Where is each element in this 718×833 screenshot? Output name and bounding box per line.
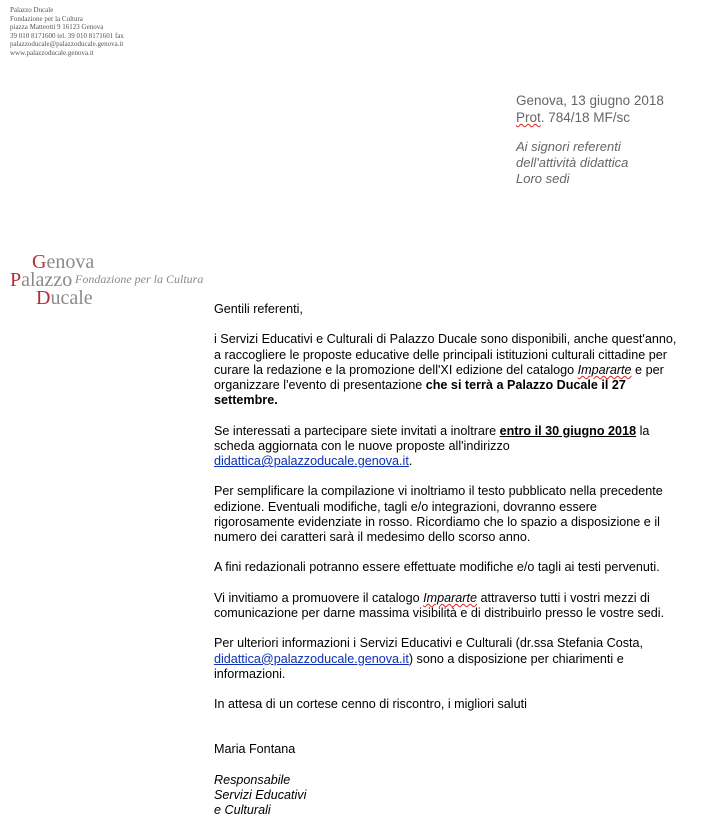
text-line: comunicazione per darne massima visibilità e di distribuirlo presso le vostre sedi.: [214, 605, 665, 620]
logo-word-ducale: Ducale: [36, 287, 93, 309]
text-line: Se interessati a partecipare siete invitati a inoltrare entro il 30 giugno 2018 la: [214, 423, 650, 438]
paragraph-promotion: [214, 591, 708, 621]
palazzo-ducale-logo: [10, 252, 215, 308]
text-line: A fini redazionali potranno essere effettuate modifiche e/o tagli ai testi pervenuti.: [214, 560, 660, 575]
salutation: Gentili referenti,: [214, 302, 303, 316]
text-line: scheda aggiornata con le nuove proposte all'indirizzo: [214, 438, 510, 453]
addressee-line: Loro sedi: [516, 171, 570, 186]
paragraph-deadline: [214, 424, 708, 470]
catalog-name: Impararte: [577, 362, 632, 377]
text-line: didattica@palazzoducale.genova.it.: [214, 454, 413, 468]
paragraph-editorial: [214, 560, 708, 575]
letter-body: [214, 302, 708, 818]
text-line: informazioni.: [214, 666, 286, 681]
addressee-line: Ai signori referenti: [516, 139, 621, 154]
email-link[interactable]: didattica@palazzoducale.genova.it: [214, 454, 409, 468]
addressee-line: dell'attività didattica: [516, 155, 629, 170]
catalog-name: Impararte: [423, 590, 477, 605]
letterhead-email: palazzoducale@palazzoducale.genova.it: [10, 40, 124, 49]
protocol-value: . 784/18 MF/sc: [540, 110, 631, 125]
signature-block: [214, 742, 708, 818]
deadline: entro il 30 giugno 2018: [499, 423, 637, 438]
text-line: i Servizi Educativi e Culturali di Palazzo Ducale sono disponibili, anche quest'anno,: [214, 332, 677, 347]
text-line: curare la redazione e la promozione dell'XI edizione del catalogo Impararte e per: [214, 362, 664, 377]
paragraph-contacts: [214, 636, 708, 682]
text-line: didattica@palazzoducale.genova.it) sono a disposizione per chiarimenti e: [214, 651, 624, 666]
text-line: Vi invitiamo a promuovere il catalogo Impararte attraverso tutti i vostri mezzi di: [214, 590, 650, 605]
addressee-block: [516, 139, 628, 187]
text-line: Per semplificare la compilazione vi inoltriamo il testo pubblicato nella precedente: [214, 484, 663, 499]
signature-title-line: Responsabile: [214, 772, 291, 787]
signature-title: [214, 773, 708, 819]
text-line: numero dei caratteri sarà il medesimo dello scorso anno.: [214, 530, 531, 544]
text-line: Per ulteriori informazioni i Servizi Educativi e Culturali (dr.ssa Stefania Costa,: [214, 636, 644, 651]
paragraph-editing: [214, 484, 708, 545]
text-line: rigorosamente evidenziate in rosso. Ricordiamo che lo spazio a disposizione e il: [214, 514, 660, 529]
text-line: organizzare l'evento di presentazione che si terrà a Palazzo Ducale il 27: [214, 378, 626, 392]
logo-word-palazzo: Palazzo: [10, 269, 73, 291]
logo-tagline: Fondazione per la Cultura: [75, 272, 204, 286]
paragraph-intro: [214, 332, 708, 408]
letterhead-name: Palazzo Ducale: [10, 6, 54, 14]
letterhead: [10, 6, 124, 58]
letterhead-subtitle: Fondazione per la Cultura: [10, 14, 83, 23]
event-location: che si terrà a Palazzo Ducale il 27: [425, 378, 626, 392]
event-date: settembre.: [214, 393, 278, 408]
signature-title-line: e Culturali: [214, 803, 271, 818]
signature-title-line: Servizi Educativi: [214, 787, 307, 802]
protocol-label: Prot: [516, 110, 541, 125]
letterhead-website: www.palazzoducale.genova.it: [10, 48, 94, 57]
closing: In attesa di un cortese cenno di riscontro, i migliori saluti: [214, 697, 527, 712]
protocol-number: [516, 109, 664, 126]
date-block: [516, 92, 664, 126]
email-link[interactable]: didattica@palazzoducale.genova.it: [214, 651, 409, 666]
signature-name: Maria Fontana: [214, 742, 296, 757]
letterhead-address: piazza Matteotti 9 16123 Genova: [10, 23, 104, 32]
logo-word-genova: Genova: [32, 251, 95, 273]
text-line: edizione. Eventuali modifiche, tagli e/o integrazioni, dovranno essere: [214, 499, 597, 514]
letterhead-phone: 39 010 8171600 tel. 39 010 8171601 fax: [10, 31, 124, 40]
text-line: a raccogliere le proposte educative delle principali istituzioni culturali cittadine per: [214, 347, 667, 362]
letter-date: Genova, 13 giugno 2018: [516, 93, 664, 108]
